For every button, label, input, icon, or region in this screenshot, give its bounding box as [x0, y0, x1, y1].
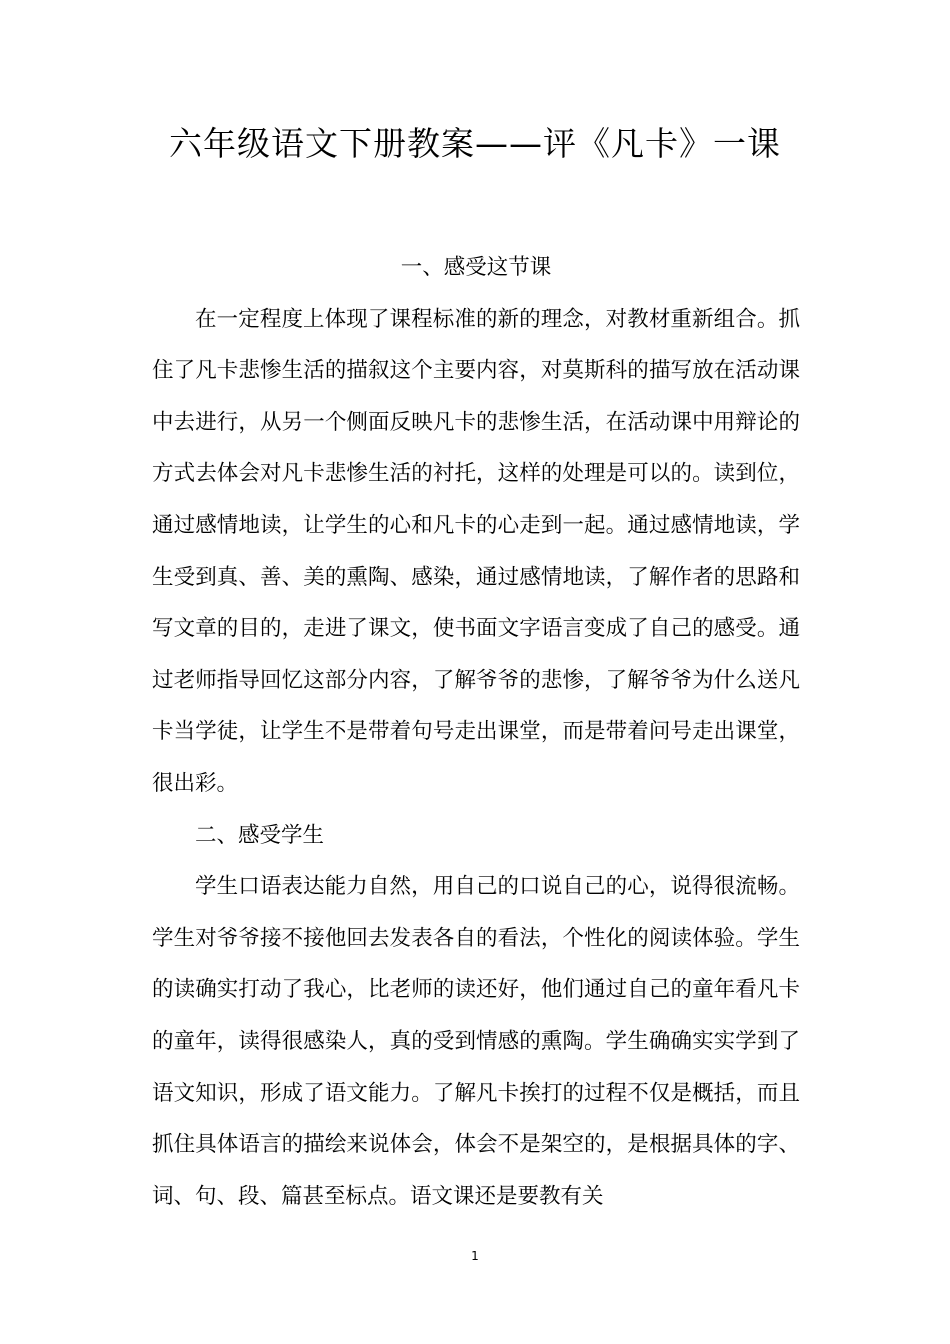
section-heading-1: 一、感受这节课 [400, 255, 552, 280]
document-title: 六年级语文下册教案——评《凡卡》一课 [169, 124, 781, 163]
section-2-paragraph: 学生口语表达能力自然，用自己的口说自己的心，说得很流畅。学生对爷爷接不接他回去发表各自的看法，个性化的阅读体验。学生的读确实打动了我心，比老师的读还好，他们通过自己的童年看凡卡的童年，读得很感染人，真的受到情感的熏陶。学生确确实实学到了语文知识，形成了语文能力。了解凡卡挨打的过程不仅是概括，而且抓住具体语言的描绘来说体会，体会不是架空的，是根据具体的字、词、句、段、篇甚至标点。语文课还是要教有关 [152, 874, 800, 1209]
section-heading-2: 二、感受学生 [195, 822, 325, 848]
page-number: 1 [471, 1249, 479, 1263]
document-body [152, 242, 800, 1222]
section-1-paragraph: 在一定程度上体现了课程标准的新的理念，对教材重新组合。抓住了凡卡悲惨生活的描叙这个主要内容，对莫斯科的描写放在活动课中去进行，从另一个侧面反映凡卡的悲惨生活，在活动课中用辩论的方式去体会对凡卡悲惨生活的衬托，这样的处理是可以的。读到位，通过感情地读，让学生的心和凡卡的心走到一起。通过感情地读，学生受到真、善、美的熏陶、感染，通过感情地读，了解作者的思路和写文章的目的，走进了课文，使书面文字语言变成了自己的感受。通过老师指导回忆这部分内容，了解爷爷的悲惨，了解爷爷为什么送凡卡当学徒，让学生不是带着句号走出课堂，而是带着问号走出课堂，很出彩。 [152, 306, 800, 796]
